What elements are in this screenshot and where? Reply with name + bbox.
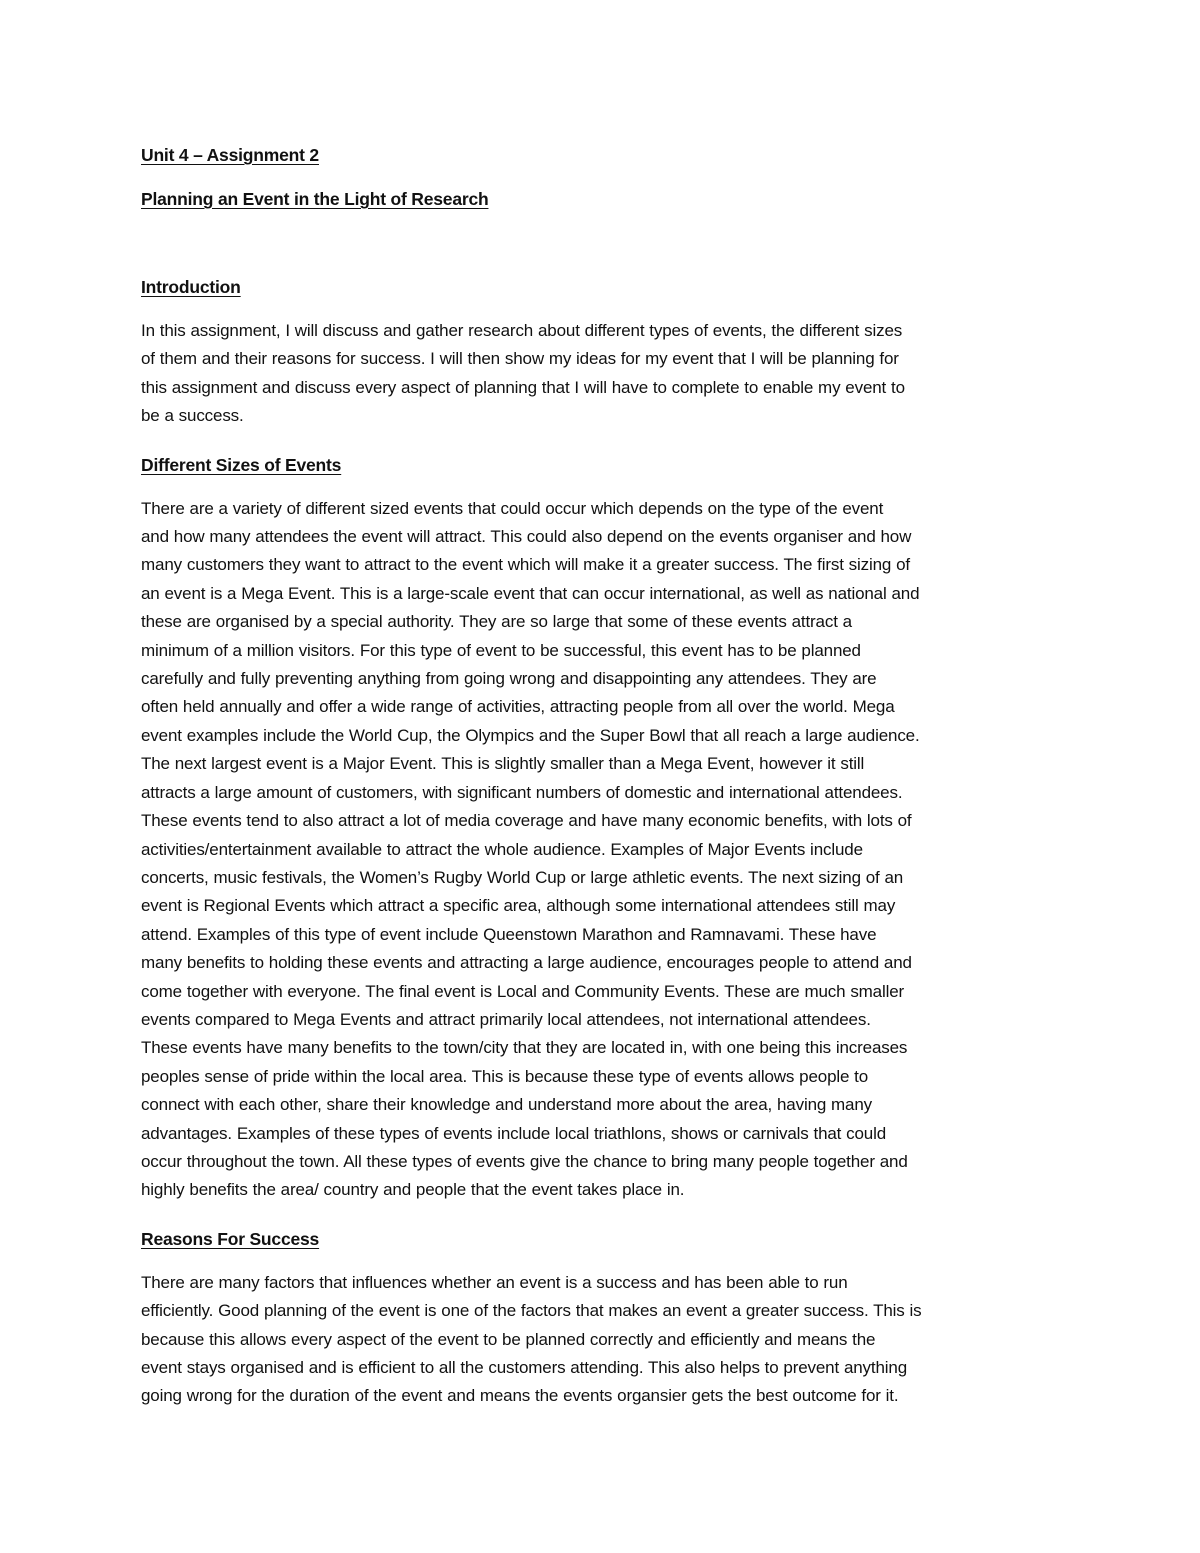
paragraph-line: and how many attendees the event will attract. This could also depend on the events organiser and how <box>141 527 912 547</box>
paragraph-line: concerts, music festivals, the Women’s Rugby World Cup or large athletic events. The next sizing of an <box>141 867 904 887</box>
paragraph-line: often held annually and offer a wide range of activities, attracting people from all over the world. Mega <box>141 697 895 717</box>
document-body <box>141 141 1061 1411</box>
paragraph-line: There are many factors that influences whether an event is a success and has been able to run <box>141 1272 848 1292</box>
document-subtitle: Planning an Event in the Light of Research <box>141 189 489 209</box>
paragraph-line: event is Regional Events which attract a specific area, although some international attendees still may <box>141 896 896 916</box>
section-paragraph-different-sizes <box>141 495 1061 1205</box>
paragraph-line: event stays organised and is efficient to all the customers attending. This also helps to prevent anything <box>141 1358 908 1377</box>
paragraph-line: of them and their reasons for success. I will then show my ideas for my event that I will be planning for <box>141 349 899 369</box>
paragraph-line: connect with each other, share their knowledge and understand more about the area, having many <box>141 1095 873 1115</box>
paragraph-line: minimum of a million visitors. For this type of event to be successful, this event has to be planned <box>141 640 861 660</box>
paragraph-line: this assignment and discuss every aspect of planning that I will have to complete to enable my event to <box>141 377 905 397</box>
paragraph-line: events compared to Mega Events and attract primarily local attendees, not international attendees. <box>141 1009 871 1029</box>
paragraph-line: activities/entertainment available to attract the whole audience. Examples of Major Events include <box>141 839 863 859</box>
paragraph-line: These events tend to also attract a lot of media coverage and have many economic benefits, with lots of <box>141 811 912 831</box>
paragraph-line: In this assignment, I will discuss and gather research about different types of events, the different sizes <box>141 321 903 340</box>
paragraph-line: these are organised by a special authority. They are so large that some of these events attract a <box>141 612 852 632</box>
document-title: Unit 4 – Assignment 2 <box>141 145 319 165</box>
paragraph-line: event examples include the World Cup, the Olympics and the Super Bowl that all reach a large audience. <box>141 725 920 745</box>
paragraph-line: The next largest event is a Major Event. This is slightly smaller than a Mega Event, however it still <box>141 754 865 774</box>
paragraph-line: These events have many benefits to the town/city that they are located in, with one being this increases <box>141 1038 908 1058</box>
section-paragraph-introduction <box>141 317 1061 431</box>
paragraph-line: attracts a large amount of customers, with significant numbers of domestic and international attendees. <box>141 782 903 802</box>
paragraph-line: many customers they want to attract to the event which will make it a greater success. The first sizing of <box>141 555 910 575</box>
paragraph-line: carefully and fully preventing anything from going wrong and disappointing any attendees. They are <box>141 669 877 689</box>
paragraph-line: peoples sense of pride within the local area. This is because these type of events allows people to <box>141 1066 869 1086</box>
paragraph-line: going wrong for the duration of the event and means the events organsier gets the best outcome for it. <box>141 1386 899 1406</box>
section-heading-different-sizes: Different Sizes of Events <box>141 454 342 475</box>
paragraph-line: attend. Examples of this type of event include Queenstown Marathon and Ramnavami. These have <box>141 924 877 944</box>
section-heading-reasons-for-success: Reasons For Success <box>141 1228 320 1249</box>
section-heading-introduction: Introduction <box>141 277 241 297</box>
paragraph-line: efficiently. Good planning of the event is one of the factors that makes an event a greater success. This is <box>141 1301 922 1321</box>
paragraph-line: because this allows every aspect of the event to be planned correctly and efficiently and means the <box>141 1329 876 1349</box>
paragraph-line: come together with everyone. The final event is Local and Community Events. These are much smaller <box>141 981 905 1001</box>
paragraph-line: highly benefits the area/ country and people that the event takes place in. <box>141 1180 685 1200</box>
paragraph-line: advantages. Examples of these types of events include local triathlons, shows or carnivals that could <box>141 1123 887 1143</box>
paragraph-line: occur throughout the town. All these types of events give the chance to bring many people together and <box>141 1151 908 1171</box>
paragraph-line: many benefits to holding these events and attracting a large audience, encourages people to attend and <box>141 953 912 973</box>
paragraph-line: be a success. <box>141 406 244 426</box>
section-paragraph-reasons-for-success <box>141 1269 1061 1411</box>
paragraph-line: There are a variety of different sized events that could occur which depends on the type of the event <box>141 498 884 518</box>
paragraph-line: an event is a Mega Event. This is a large-scale event that can occur international, as well as national and <box>141 583 920 603</box>
